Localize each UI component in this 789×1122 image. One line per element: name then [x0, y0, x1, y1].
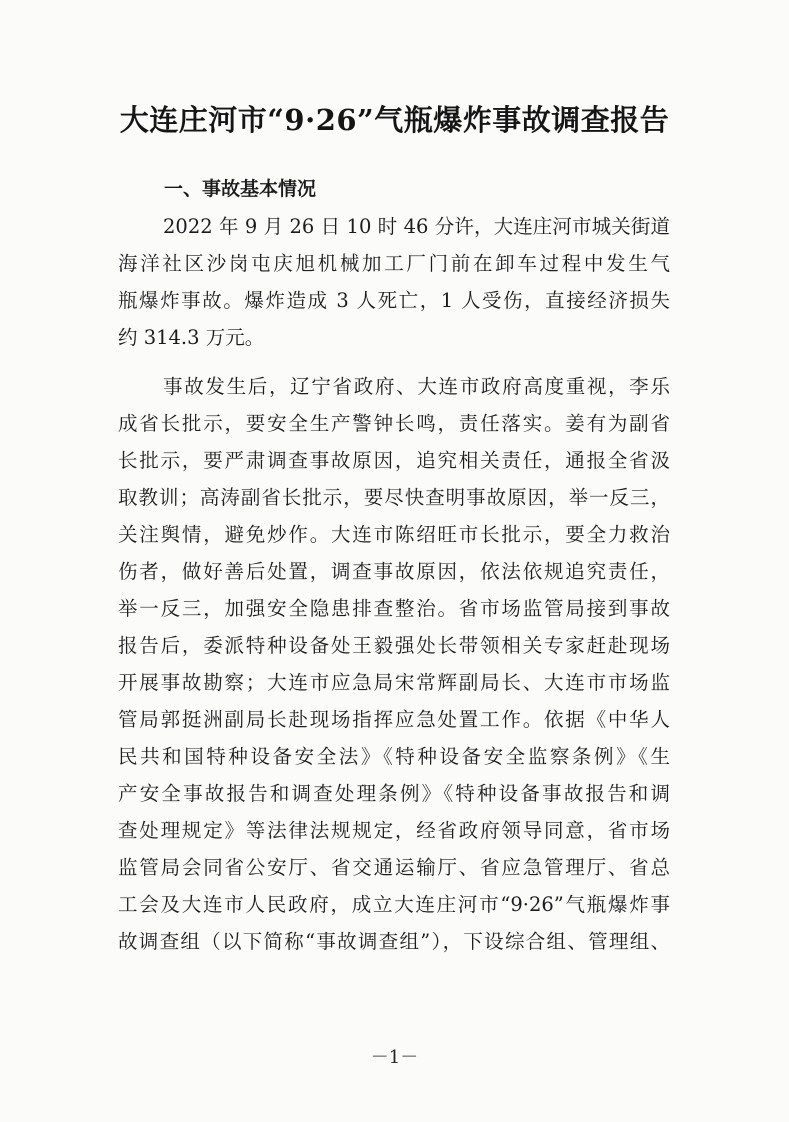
paragraph-line: 2022 年 9 月 26 日 10 时 46 分许，大连庄河市城关街道 — [163, 215, 670, 238]
paragraph-line: 工会及大连市人民政府，成立大连庄河市“9·26”气瓶爆炸事 — [118, 893, 670, 916]
paragraph-line: 查处理规定》等法律法规规定，经省政府领导同意，省市场 — [118, 819, 670, 842]
document-title: 大连庄河市“9·26”气瓶爆炸事故调查报告 — [119, 103, 670, 137]
paragraph-line: 故调查组（以下简称“事故调查组”），下设综合组、管理组、 — [118, 930, 670, 953]
paragraph-line: 产安全事故报告和调查处理条例》《特种设备事故报告和调 — [118, 782, 670, 805]
paragraph-line: 管局郭挺洲副局长赴现场指挥应急处置工作。依据《中华人 — [118, 708, 670, 731]
paragraph-line: 民共和国特种设备安全法》《特种设备安全监察条例》《生 — [118, 745, 670, 768]
paragraph-line: 成省长批示，要安全生产警钟长鸣，责任落实。姜有为副省 — [118, 412, 670, 435]
page-number: －1－ — [370, 1047, 419, 1068]
paragraph-line: 伤者，做好善后处置，调查事故原因，依法依规追究责任， — [118, 560, 670, 583]
paragraph-line: 瓶爆炸事故。爆炸造成 3 人死亡，1 人受伤，直接经济损失 — [118, 289, 670, 312]
paragraph-line: 事故发生后，辽宁省政府、大连市政府高度重视，李乐 — [163, 375, 670, 398]
paragraph-line: 举一反三，加强安全隐患排查整治。省市场监管局接到事故 — [118, 597, 670, 620]
paragraph-line: 报告后，委派特种设备处王毅强处长带领相关专家赶赴现场 — [118, 634, 670, 657]
paragraph-line: 取教训；高涛副省长批示，要尽快查明事故原因，举一反三， — [118, 486, 670, 509]
paragraph-line: 关注舆情，避免炒作。大连市陈绍旺市长批示，要全力救治 — [118, 523, 670, 546]
paragraph-line: 开展事故勘察；大连市应急局宋常辉副局长、大连市市场监 — [118, 671, 670, 694]
paragraph-line: 海洋社区沙岗屯庆旭机械加工厂门前在卸车过程中发生气 — [118, 252, 670, 275]
section-heading: 一、事故基本情况 — [164, 178, 317, 200]
paragraph-line: 约 314.3 万元。 — [118, 326, 265, 349]
paragraph-line: 长批示，要严肃调查事故原因，追究相关责任，通报全省汲 — [118, 449, 670, 472]
paragraph-line: 监管局会同省公安厅、省交通运输厅、省应急管理厅、省总 — [118, 856, 670, 879]
